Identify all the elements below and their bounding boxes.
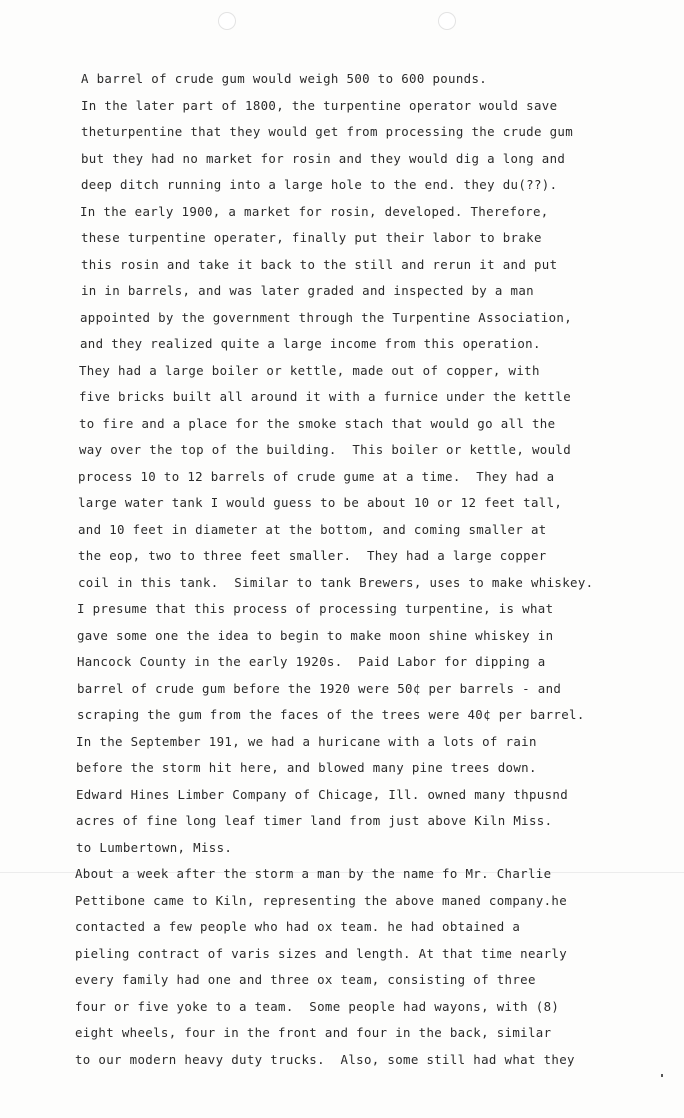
text-line: but they had no market for rosin and they would dig a long and (81, 150, 566, 166)
text-line: to Lumbertown, Miss. (76, 839, 233, 855)
text-line: to fire and a place for the smoke stach that would go all the (79, 415, 556, 431)
text-line: gave some one the idea to begin to make moon shine whiskey in (77, 627, 554, 643)
text-line: barrel of crude gum before the 1920 were 50¢ per barrels - and (77, 680, 562, 696)
text-line: way over the top of the building. This boiler or kettle, would (79, 442, 572, 457)
text-line: coil in this tank. Similar to tank Brewers, uses to make whiskey. (78, 574, 594, 590)
text-line: pieling contract of varis sizes and length. At that time nearly (75, 945, 568, 961)
text-line: In the later part of 1800, the turpentine operator would save (81, 97, 558, 113)
text-line: eight wheels, four in the front and four in the back, similar (75, 1025, 552, 1040)
text-line: In the early 1900, a market for rosin, developed. Therefore, (80, 203, 549, 219)
text-line: Hancock County in the early 1920s. Paid Labor for dipping a (77, 654, 546, 669)
text-line: five bricks built all around it with a furnice under the kettle (79, 389, 572, 404)
text-line: appointed by the government through the Turpentine Association, (80, 309, 573, 325)
text-line: and 10 feet in diameter at the bottom, and coming smaller at (78, 521, 547, 537)
text-line: to our modern heavy duty trucks. Also, some still had what they (75, 1051, 575, 1067)
typed-text-body (72, 66, 684, 1073)
text-line: four or five yoke to a team. Some people had wayons, with (8) (75, 998, 560, 1014)
text-line: in in barrels, and was later graded and inspected by a man (81, 283, 534, 298)
punch-hole (438, 12, 456, 30)
text-line: large water tank I would guess to be about 10 or 12 feet tall, (78, 495, 563, 510)
text-line: Edward Hines Limber Company of Chicage, Ill. owned many thpusnd (76, 786, 569, 802)
text-line: In the September 191, we had a huricane with a lots of rain (76, 733, 537, 749)
text-line: these turpentine operater, finally put their labor to brake (81, 230, 542, 245)
text-line: contacted a few people who had ox team. he had obtained a (75, 919, 521, 934)
margin-mark (661, 1074, 663, 1077)
text-line: scraping the gum from the faces of the trees were 40¢ per barrel. (77, 707, 585, 722)
text-line: and they realized quite a large income from this operation. (80, 336, 541, 351)
text-line: Pettibone came to Kiln, representing the above maned company.he (75, 892, 568, 908)
text-line: A barrel of crude gum would weigh 500 to 600 pounds. (81, 71, 488, 86)
text-line: I presume that this process of processing turpentine, is what (77, 601, 554, 616)
text-line: this rosin and take it back to the still and rerun it and put (81, 256, 558, 272)
text-line: They had a large boiler or kettle, made out of copper, with (79, 362, 540, 378)
text-line: before the storm hit here, and blowed many pine trees down. (76, 760, 537, 775)
text-line: the eop, two to three feet smaller. They had a large copper (78, 548, 547, 563)
text-line: process 10 to 12 barrels of crude gume at a time. They had a (78, 468, 555, 484)
text-line: every family had one and three ox team, consisting of three (75, 972, 536, 987)
text-line: deep ditch running into a large hole to the end. they du(??). (81, 177, 558, 192)
text-line: acres of fine long leaf timer land from just above Kiln Miss. (76, 813, 553, 828)
text-line: About a week after the storm a man by the name fo Mr. Charlie (75, 866, 552, 881)
text-line: theturpentine that they would get from processing the crude gum (81, 124, 574, 139)
punch-hole (218, 12, 236, 30)
